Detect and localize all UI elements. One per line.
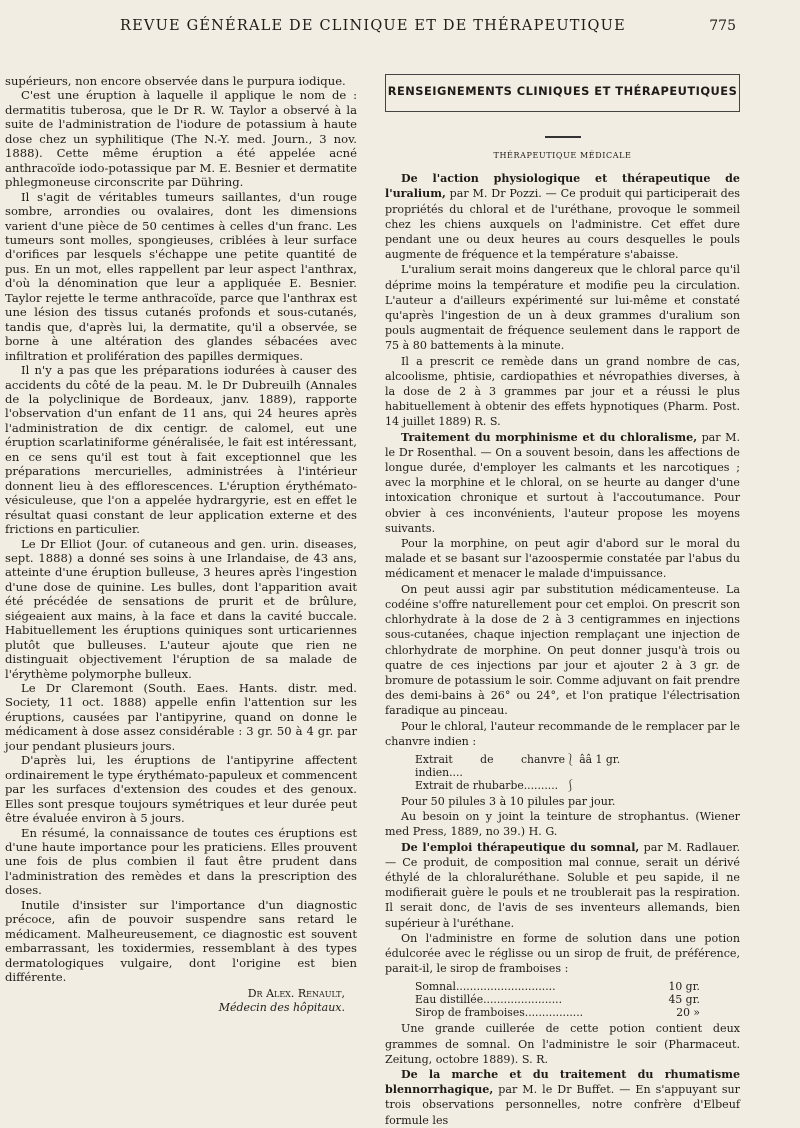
paragraph: C'est une éruption à laquelle il applique le nom de : dermatitis tuberosa, que le Dr R. W. Taylor a observé à la suite de l'administration de l'iodure de potassium à haute dose chez un syphilitique (The N.-Y. med. Journ., 3 nov. 1888). Cette même éruption a été appelée acné anthracoïde iodo-potassique par M. E. Besnier et dermatite phlegmoneuse circonscrite par Dühring. bbox=[5, 88, 357, 190]
paragraph: Le Dr Claremont (South. Eaes. Hants. distr. med. Society, 11 oct. 1888) appelle enfin l'attention sur les éruptions, causées par l'antipyrine, quand on donne le médicament à dose assez considérable : 3 gr. 50 à 4 gr. par jour pendant plusieurs jours. bbox=[5, 681, 357, 753]
paragraph: Au besoin on y joint la teinture de strophantus. (Wiener med Press, 1889, no 39.) H. G. bbox=[385, 810, 740, 839]
paragraph: D'après lui, les éruptions de l'antipyrine affectent ordinairement le type érythémato-papuleux et commencent par les surfaces d'extension des coudes et des genoux. Elles sont presque toujours symétriques et leur durée peut être évaluée environ à 5 jours. bbox=[5, 753, 357, 826]
ingredient-quantity: 45 gr. bbox=[668, 993, 700, 1007]
formula-row bbox=[385, 1006, 740, 1019]
section-title: RENSEIGNEMENTS CLINIQUES ET THÉRAPEUTIQUES bbox=[387, 84, 738, 98]
paragraph: Inutile d'insister sur l'importance d'un diagnostic précoce, afin de pouvoir suspendre sans retard le médicament. Malheureusement, ce diagnostic est souvent embarrassant, les toxidermies, ressemblant à des types dermatologiques vulgaire, dont l'origine est bien différente. bbox=[5, 897, 357, 985]
divider-rule bbox=[545, 136, 581, 138]
author-signature bbox=[5, 987, 357, 1015]
signature-name: Dr Alex. Renault, bbox=[247, 986, 345, 1000]
paragraph: On l'administre en forme de solution dans une potion édulcorée avec le réglisse ou un sirop de fruit, de préférence, parait-il, le sirop de framboises : bbox=[385, 931, 740, 976]
paragraph: En résumé, la connaissance de toutes ces éruptions est d'une haute importance pour les praticiens. Elles prouvent une fois de plus combien il faut être prudent dans l'administration des remèdes et dans la prescription des doses. bbox=[5, 825, 357, 898]
formula-row bbox=[385, 980, 740, 993]
paragraph: L'uralium serait moins dangereux que le chloral parce qu'il déprime moins la température et modifie peu la circulation. L'auteur a d'ailleurs expérimenté sur lui-même et constaté qu'après l'ingestion de un à deux grammes d'uralium son pouls augmentait de fréquence seulement dans le rapport de 75 à 80 battements à la minute. bbox=[385, 263, 740, 353]
subsection-title: THÉRAPEUTIQUE MÉDICALE bbox=[493, 151, 632, 160]
paragraph: Pour 50 pilules 3 à 10 pilules par jour. bbox=[401, 794, 616, 808]
signature-title: Médecin des hôpitaux. bbox=[218, 1000, 345, 1014]
paragraph: Il s'agit de véritables tumeurs saillantes, d'un rouge sombre, arrondies ou ovalaires, dont les dimensions varient d'une pièce de 50 centimes à celles d'un franc. Les tumeurs sont molles, spongieuses, criblées à leur surface d'orifices par lesquels s'échappe une petite quantité de pus. En un mot, elles rappellent par leur aspect l'anthrax, d'où la dénomination que leur a appliquée E. Besnier. Taylor rejette le terme anthracoïde, parce que l'anthrax est une lésion des tissus cutanés profonds et sous-cutanés, tandis que, d'après lui, la dermatite, qu'il a observée, se borne à une altération des glandes sébacées avec infiltration et prolifération des papilles dermiques. bbox=[5, 189, 357, 363]
ingredient-name: Somnal............................. bbox=[415, 980, 556, 994]
ingredient-name: Sirop de framboises................. bbox=[415, 1006, 584, 1020]
paragraph: Pour le chloral, l'auteur recommande de le remplacer par le chanvre indien : bbox=[385, 719, 740, 748]
paragraph: Pour la morphine, on peut agir d'abord sur le moral du malade et se basant sur l'azoospermie constatée par l'abus du médicament et menacer le malade d'impuissance. bbox=[385, 537, 740, 581]
formula-row bbox=[385, 753, 740, 779]
entry-text: par M. le Dr Buffet. — En s'appuyant sur trois observations personnelles, notre confrère d'Elbeuf formule les bbox=[385, 1083, 740, 1127]
paragraph: supérieurs, non encore observée dans le purpura iodique. bbox=[5, 74, 346, 88]
formula-row bbox=[385, 779, 740, 792]
article-somnal bbox=[385, 840, 740, 931]
running-header bbox=[0, 18, 800, 42]
entry-title: De l'emploi thérapeutique du somnal, bbox=[401, 840, 640, 854]
ingredient-quantity: ⎱ ââ 1 gr. bbox=[565, 752, 621, 766]
running-title: REVUE GÉNÉRALE DE CLINIQUE ET DE THÉRAPEUTIQUE bbox=[120, 18, 626, 34]
paragraph: Il n'y a pas que les préparations iodurées à causer des accidents du côté de la peau. M. le Dr Dubreuilh (Annales de la polyclinique de Bordeaux, janv. 1889), rapporte l'observation d'un enfant de 11 ans, qui 24 heures après l'administration de dix centigr. de calomel, eut une éruption scarlatiniforme généralisée, le fait est intéressant, en ce sens qu'il est tout à fait exceptionnel que les préparations mercurielles, administrées à l'intérieur donnent lieu à des efflorescences. L'éruption érythémato-vésiculeuse, que l'on a appelée hydrargyrie, est en effet le résultat quasi constant de leur application externe et des frictions en particulier. bbox=[5, 363, 357, 537]
formula-row bbox=[385, 993, 740, 1006]
entry-text: par M. Radlauer. — Ce produit, de composition mal connue, serait un dérivé éthylé de la chloraluréthane. Soluble et peu sapide, il ne modifierait guère le pouls et ne troublerait pas la respiration. Il serait donc, de l'avis de ses inventeurs allemands, bien supérieur à l'uréthane. bbox=[385, 840, 740, 930]
paragraph: Une grande cuillerée de cette potion contient deux grammes de somnal. On l'administre le soir (Pharmaceut. Zeitung, octobre 1889). S. R. bbox=[385, 1022, 740, 1066]
right-column bbox=[385, 74, 740, 1128]
entry-title: Traitement du morphinisme et du chloralisme, bbox=[401, 430, 698, 444]
paragraph: Le Dr Elliot (Jour. of cutaneous and gen. urin. diseases, sept. 1888) a donné ses soins à une Irlandaise, de 43 ans, atteinte d'une éruption bulleuse, 3 heures après l'ingestion d'une dose de quinine. Les bulles, dont l'apparition avait été précédée de sensations de prurit et de brûlure, siégeaient aux mains, à la face et dans la cavité buccale. Habituellement les éruptions quiniques sont urticariennes plutôt que bulleuses. L'auteur ajoute que rien ne distinguait objectivement l'éruption de sa malade de l'érythème polymorphe bulleux. bbox=[5, 536, 357, 681]
ingredient-quantity: 20 » bbox=[676, 1006, 700, 1020]
left-column bbox=[5, 74, 357, 1015]
entry-text: par M. Dr Pozzi. — Ce produit qui participerait des propriétés du chloral et de l'uréthane, provoque le sommeil chez les chiens auxquels on l'administre. Cet effet dure pendant une ou deux heures au cours desquelles le pouls augmente de fréquence et la température s'abaisse. bbox=[385, 187, 740, 262]
prescription-formula bbox=[385, 753, 740, 792]
page-number: 775 bbox=[709, 18, 736, 34]
paragraph: On peut aussi agir par substitution médicamenteuse. La codéine s'offre naturellement pour cet emploi. On prescrit son chlorhydrate à la dose de 2 à 3 centigrammes en injections sous-cutanées, chaque injection remplaçant une injection de chlorhydrate de morphine. On peut donner jusqu'à trois ou quatre de ces injections par jour et ajouter 2 à 3 gr. de bromure de potassium le soir. Comme adjuvant on fait prendre des demi-bains à 26° ou 24°, et l'on pratique l'électrisation faradique au pinceau. bbox=[385, 582, 740, 718]
article-uralium bbox=[385, 171, 740, 262]
ingredient-quantity: ⎰ bbox=[565, 778, 576, 792]
entry-title: De la marche et du traitement du rhumatisme blennorrhagique, bbox=[385, 1067, 740, 1097]
ingredient-name: Extrait de rhubarbe.......... bbox=[415, 778, 559, 792]
ingredient-name: Extrait de chanvre indien.... bbox=[415, 752, 565, 779]
entry-title: De l'action physiologique et thérapeutique de l'uralium, bbox=[385, 172, 740, 201]
paragraph: Il a prescrit ce remède dans un grand nombre de cas, alcoolisme, phtisie, cardiopathies et névropathies diverses, à la dose de 2 à 3 grammes par jour et a réussi le plus habituellement à obtenir des effets hypnotiques (Pharm. Post. 14 juillet 1889) R. S. bbox=[385, 354, 740, 429]
prescription-formula bbox=[385, 980, 740, 1019]
ingredient-name: Eau distillée....................... bbox=[415, 993, 563, 1007]
entry-text: par M. le Dr Rosenthal. — On a souvent besoin, dans les affections de longue durée, d'employer les calmants et les narcotiques ; avec la morphine et le chloral, on se heurte au danger d'une intoxication chronique et surtout à l'accoutumance. Pour obvier à ces inconvénients, l'auteur propose les moyens suivants. bbox=[385, 430, 740, 535]
section-heading-box bbox=[385, 74, 740, 112]
article-morphinisme bbox=[385, 430, 740, 536]
article-rhumatisme bbox=[385, 1067, 740, 1128]
ingredient-quantity: 10 gr. bbox=[668, 980, 700, 994]
